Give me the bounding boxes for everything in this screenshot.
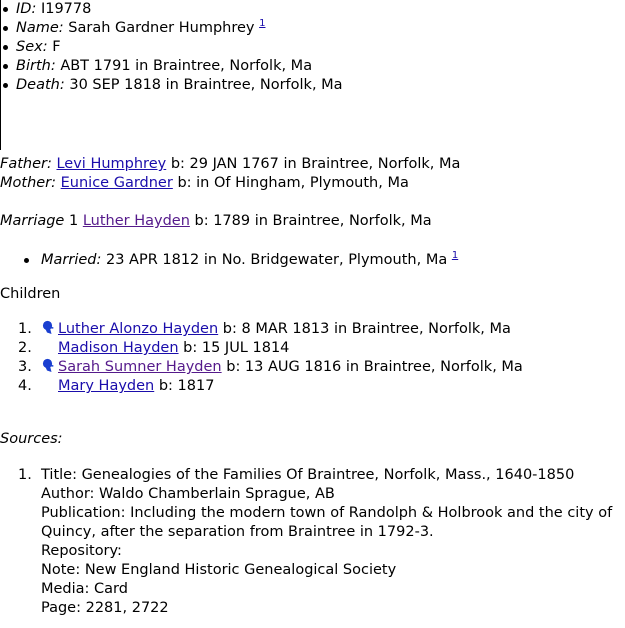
person-silhouette-icon[interactable] — [41, 320, 56, 335]
fact-death: Death: 30 SEP 1818 in Braintree, Norfolk, Ma — [0, 76, 343, 95]
person-silhouette-icon[interactable] — [41, 358, 56, 373]
father-link[interactable]: Levi Humphrey — [56, 156, 167, 172]
mother-row: Mother: Eunice Gardner b: in Of Hingham, Plymouth, Ma — [0, 175, 409, 191]
source-publication-cont: Quincy, after the separation from Braintree in 1792-3. — [41, 524, 434, 540]
fact-id: ID: I19778 — [0, 0, 343, 19]
child-link[interactable]: Luther Alonzo Hayden — [58, 321, 219, 337]
father-row: Father: Levi Humphrey b: 29 JAN 1767 in Braintree, Norfolk, Ma — [0, 156, 461, 172]
source-title: Title: Genealogies of the Families Of Braintree, Norfolk, Mass., 1640-1850 — [41, 467, 575, 483]
spouse-link[interactable]: Luther Hayden — [82, 213, 190, 229]
married-detail: Married: 23 APR 1812 in No. Bridgewater, Plymouth, Ma $^1$ — [24, 251, 458, 270]
child-link[interactable]: Madison Hayden — [58, 340, 179, 356]
married-source-link[interactable]: 1 — [451, 250, 459, 261]
fact-sex: Sex: F — [0, 38, 343, 57]
bullet-icon — [24, 258, 29, 263]
sources-heading: Sources: — [0, 431, 63, 447]
source-page: Page: 2281, 2722 — [41, 600, 169, 616]
source-media: Media: Card — [41, 581, 128, 597]
source-publication: Publication: Including the modern town of Randolph & Holbrook and the city of — [41, 505, 613, 521]
person-facts-list — [0, 0, 343, 95]
fact-birth: Birth: ABT 1791 in Braintree, Norfolk, Ma — [0, 57, 343, 76]
source-note: Note: New England Historic Genealogical Society — [41, 562, 397, 578]
mother-link[interactable]: Eunice Gardner — [60, 175, 173, 191]
fact-name: Name: Sarah Gardner Humphrey $^1$ — [0, 19, 343, 38]
child-link[interactable]: Mary Hayden — [58, 378, 155, 394]
source-author: Author: Waldo Chamberlain Sprague, AB — [41, 486, 335, 502]
source-repository: Repository: — [41, 543, 122, 559]
name-source-link[interactable]: 1 — [259, 18, 266, 29]
marriage-row: Marriage 1 Luther Hayden b: 1789 in Braintree, Norfolk, Ma — [0, 213, 432, 229]
children-heading: Children — [0, 286, 61, 302]
source-text — [41, 466, 612, 618]
child-link[interactable]: Sarah Sumner Hayden — [58, 359, 222, 375]
